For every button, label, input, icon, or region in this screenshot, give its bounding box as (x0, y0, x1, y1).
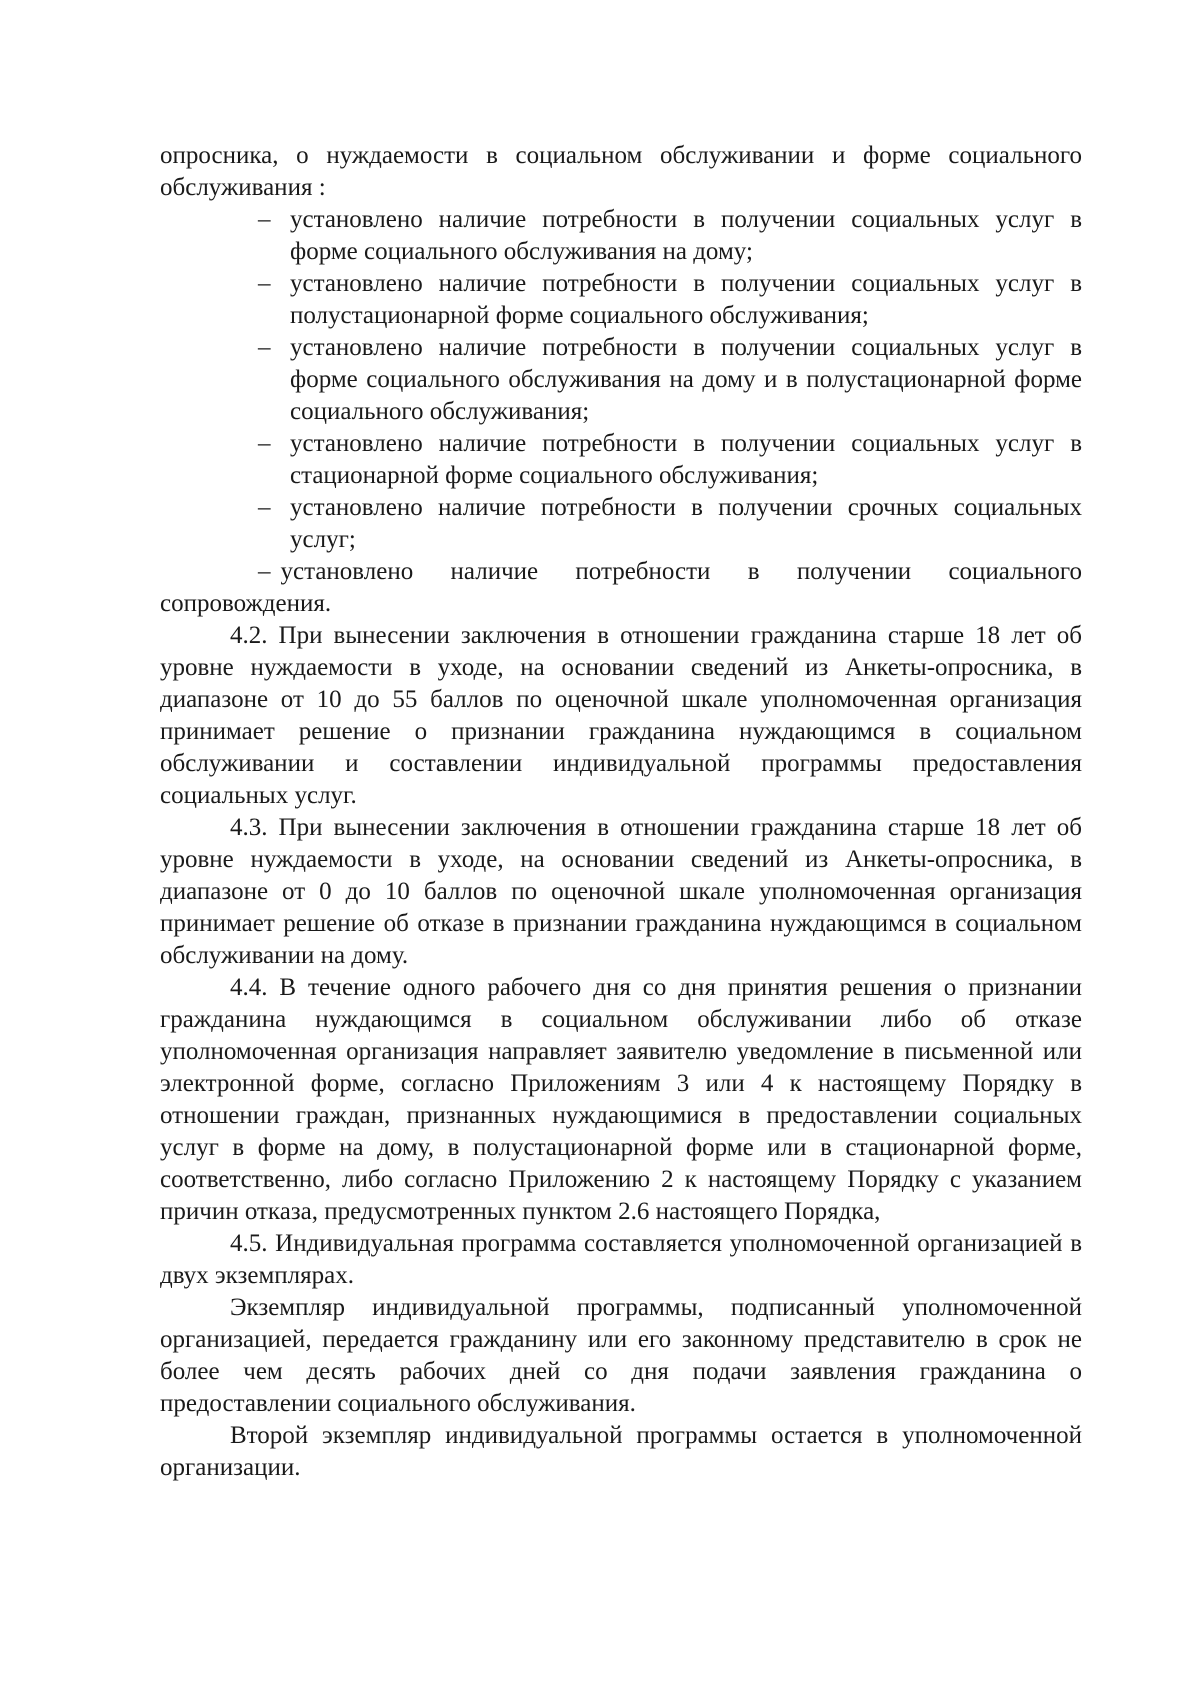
document-page (160, 140, 1082, 1484)
list-item (160, 268, 1082, 332)
paragraph-4-5: 4.5. Индивидуальная программа составляется уполномоченной организацией в двух экземплярах. (160, 1230, 1082, 1289)
list-item-text: установлено наличие потребности в получении срочных социальных услуг; (290, 494, 1082, 553)
dash-bullet: – (258, 494, 271, 521)
dash-bullet: – (258, 270, 271, 297)
dash-bullet: – (258, 558, 271, 585)
list-item (160, 556, 1082, 620)
dash-bullet: – (258, 206, 271, 233)
intro-text: опросника, о нуждаемости в социальном обслуживании и форме социального обслуживания : (160, 142, 1082, 201)
list-item-text: установлено наличие потребности в получении социальных услуг в форме социального обслуживания на дому и в полустационарной форме социального обслуживания; (290, 334, 1082, 425)
paragraph-copy-transfer: Экземпляр индивидуальной программы, подписанный уполномоченной организацией, передается гражданину или его законному представителю в срок не более чем десять рабочих дней со дня подачи заявления гражданина о предоставлении социального обслуживания. (160, 1294, 1082, 1417)
dash-bullet: – (258, 334, 271, 361)
list-item-text: установлено наличие потребности в получении социальных услуг в форме социального обслуживания на дому; (290, 206, 1082, 265)
paragraph-second-copy: Второй экземпляр индивидуальной программы остается в уполномоченной организации. (160, 1422, 1082, 1481)
list-item (160, 204, 1082, 268)
paragraph-4-3: 4.3. При вынесении заключения в отношении гражданина старше 18 лет об уровне нуждаемости в уходе, на основании сведений из Анкеты-опросника, в диапазоне от 0 до 10 баллов по оценочной шкале уполномоченная организация принимает решение об отказе в признании гражданина нуждающимся в социальном обслуживании на дому. (160, 814, 1082, 969)
dash-bullet: – (258, 430, 271, 457)
list-item-text: установлено наличие потребности в получении социальных услуг в стационарной форме социального обслуживания; (290, 430, 1082, 489)
list-item (160, 428, 1082, 492)
paragraph-4-4: 4.4. В течение одного рабочего дня со дня принятия решения о признании гражданина нуждающимся в социальном обслуживании либо об отказе уполномоченная организация направляет заявителю уведомление в письменной или электронной форме, согласно Приложениям 3 или 4 к настоящему Порядку в отношении граждан, признанных нуждающимися в предоставлении социальных услуг в форме на дому, в полустационарной форме или в стационарной форме, соответственно, либо согласно Приложению 2 к настоящему Порядку с указанием причин отказа, предусмотренных пунктом 2.6 настоящего Порядка, (160, 974, 1082, 1225)
needs-list (160, 204, 1082, 620)
list-item-text: установлено наличие потребности в получении социальных услуг в полустационарной форме социального обслуживания; (290, 270, 1082, 329)
list-item (160, 332, 1082, 428)
list-item-text: установлено наличие потребности в получении социального сопровождения. (160, 558, 1082, 617)
paragraph-4-2: 4.2. При вынесении заключения в отношении гражданина старше 18 лет об уровне нуждаемости в уходе, на основании сведений из Анкеты-опросника, в диапазоне от 10 до 55 баллов по оценочной шкале уполномоченная организация принимает решение о признании гражданина нуждающимся в социальном обслуживании и составлении индивидуальной программы предоставления социальных услуг. (160, 622, 1082, 809)
list-item (160, 492, 1082, 556)
